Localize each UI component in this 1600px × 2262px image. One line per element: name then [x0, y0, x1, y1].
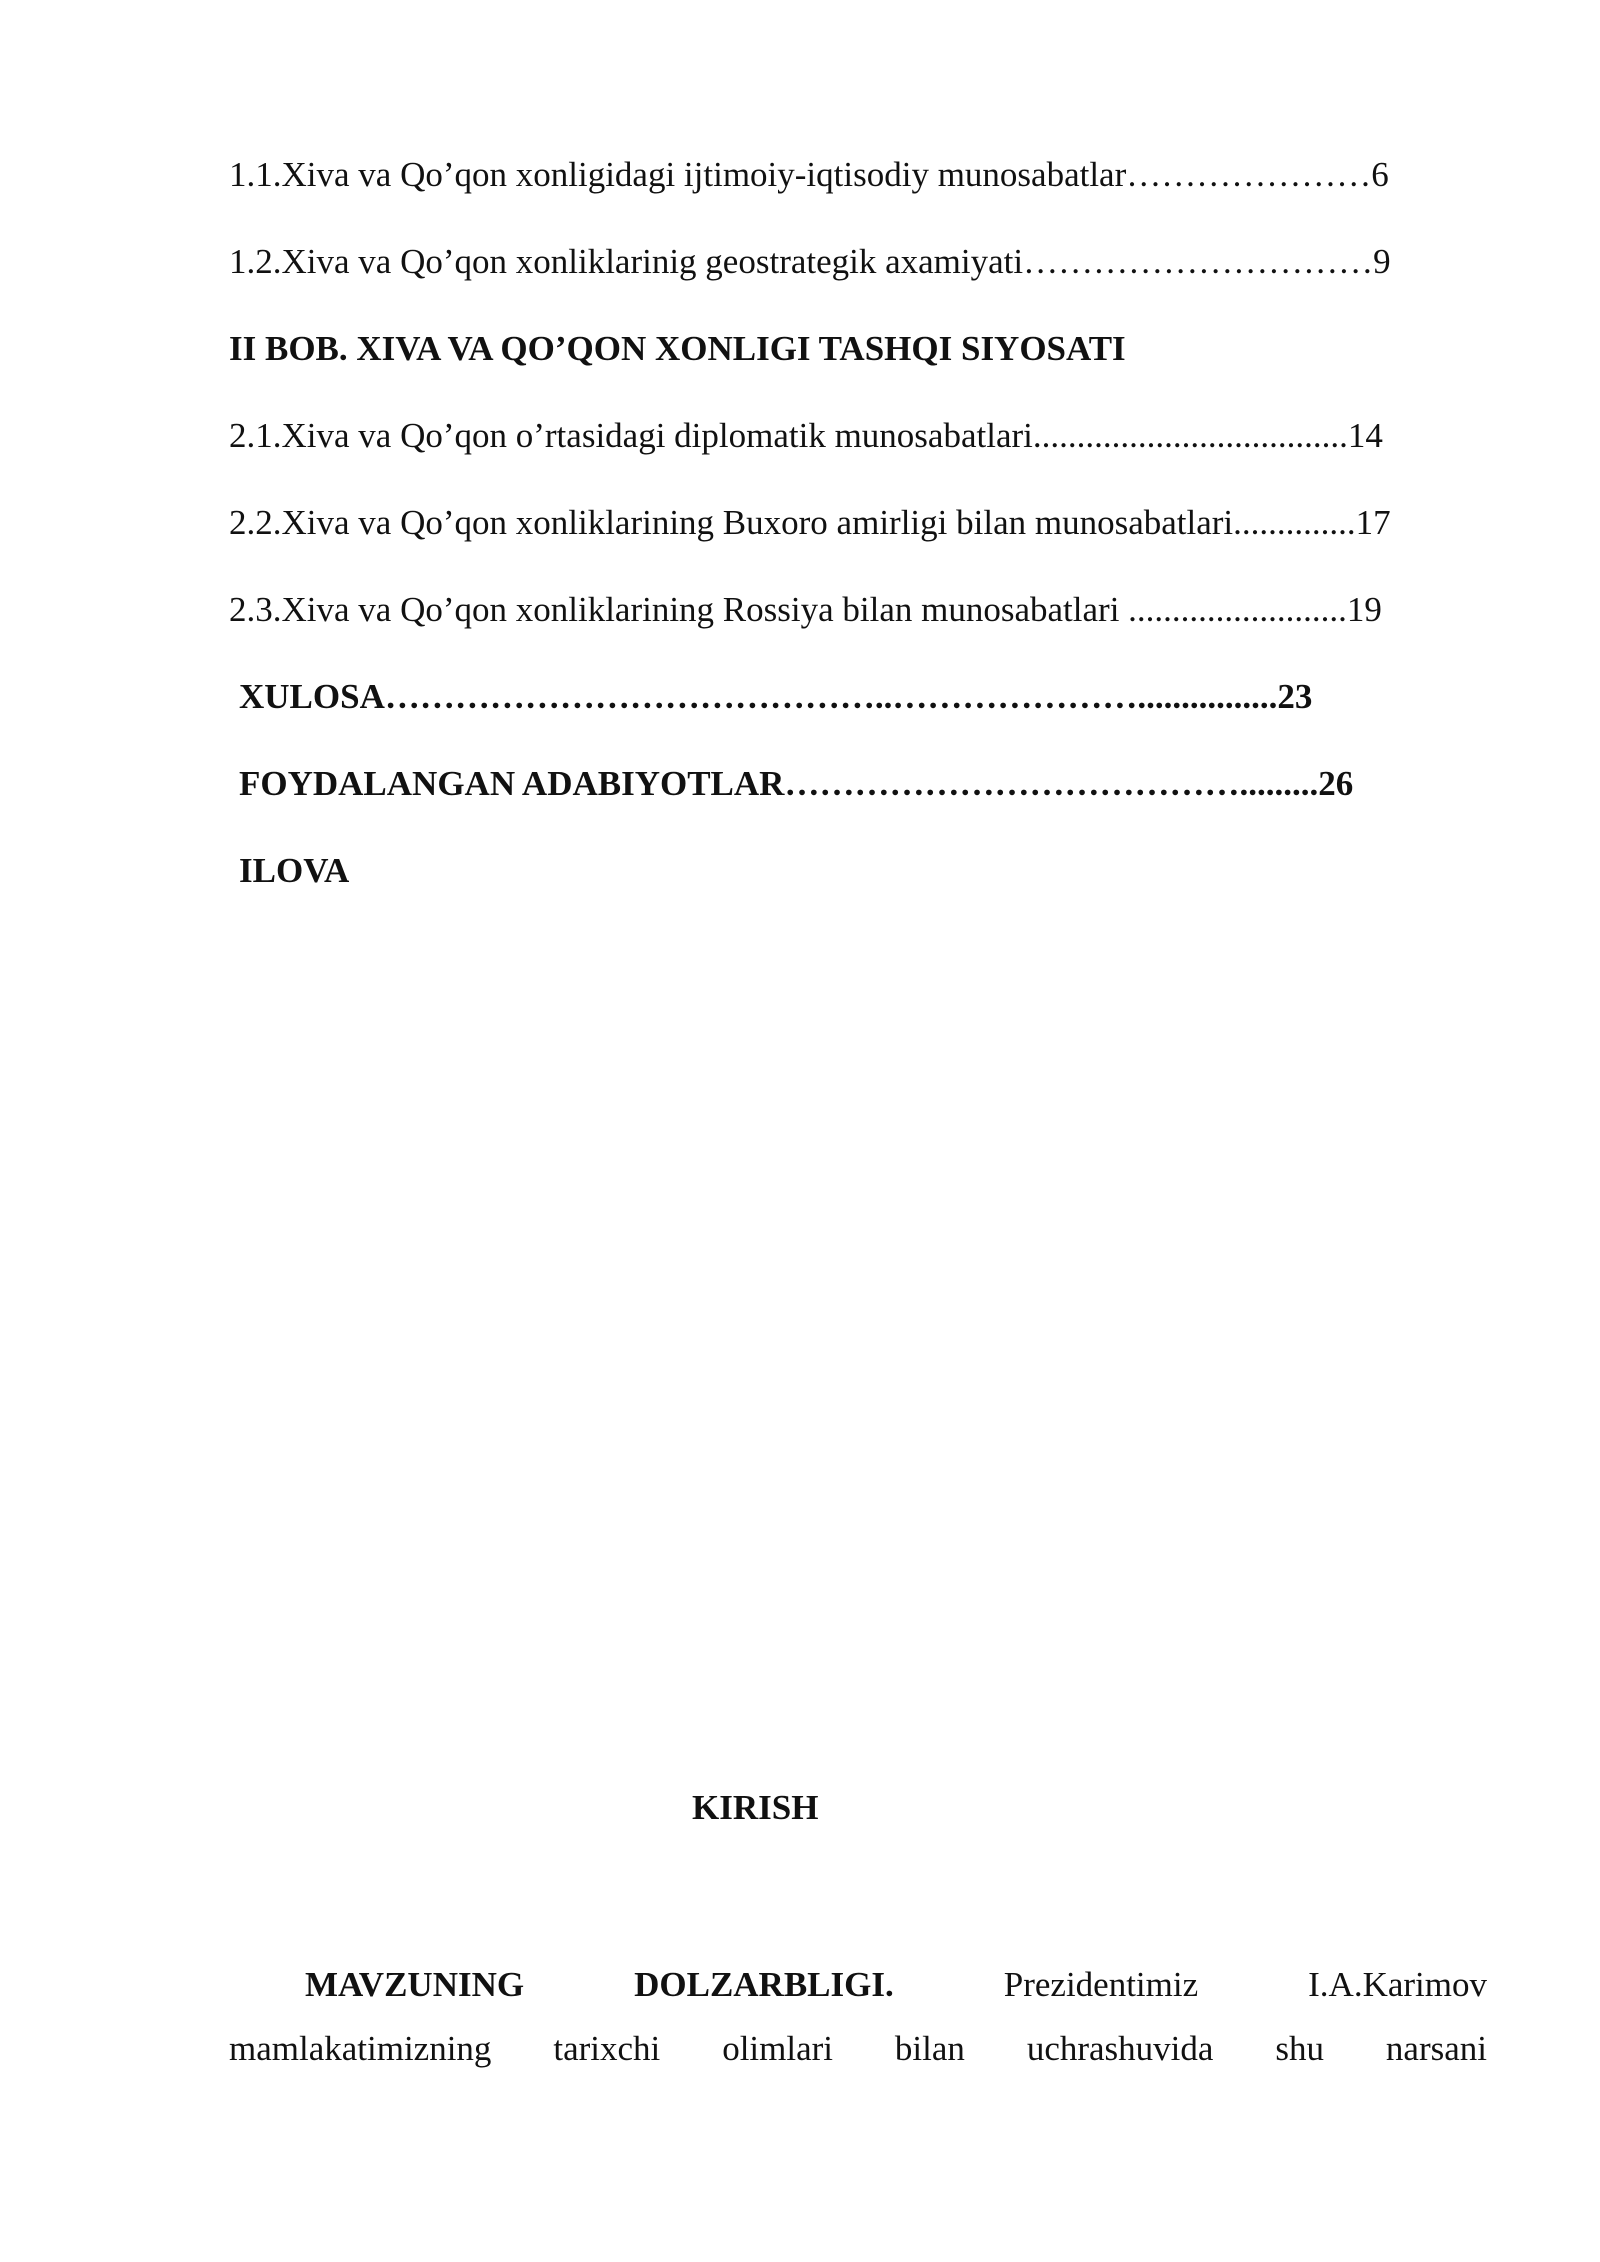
toc-xulosa: XULOSA……………………………………..…………………................23 — [239, 677, 1313, 716]
intro-word: tarixchi — [553, 2029, 661, 2068]
intro-word: mamlakatimizning — [229, 2029, 492, 2068]
toc-ilova: ILOVA — [239, 851, 350, 890]
intro-heading: KIRISH — [692, 1788, 819, 1827]
intro-word: bilan — [894, 2029, 965, 2068]
intro-word: narsani — [1385, 2029, 1487, 2068]
toc-item-2-3: 2.3.Xiva va Qo’qon xonliklarining Rossiya bilan munosabatlari .........................19 — [229, 590, 1382, 629]
toc-item-1-1: 1.1.Xiva va Qo’qon xonligidagi ijtimoiy-iqtisodiy munosabatlar…………………6 — [229, 155, 1389, 194]
toc-item-2-2: 2.2.Xiva va Qo’qon xonliklarining Buxoro amirligi bilan munosabatlari..............17 — [229, 503, 1391, 542]
toc-item-1-2: 1.2.Xiva va Qo’qon xonliklarinig geostrategik axamiyati…………………………9 — [229, 242, 1391, 281]
intro-word: uchrashuvida — [1026, 2029, 1214, 2068]
intro-word: MAVZUNING — [305, 1965, 525, 2004]
intro-word: shu — [1275, 2029, 1324, 2068]
intro-paragraph-line-2 — [229, 2027, 1487, 2071]
intro-word: olimlari — [722, 2029, 833, 2068]
toc-chapter-2-heading: II BOB. XIVA VA QO’QON XONLIGI TASHQI SIYOSATI — [229, 329, 1126, 368]
intro-word: I.A.Karimov — [1308, 1965, 1487, 2004]
intro-word: DOLZARBLIGI. — [634, 1965, 894, 2004]
intro-paragraph-line-1 — [305, 1963, 1487, 2007]
intro-word: Prezidentimiz — [1003, 1965, 1199, 2004]
toc-item-2-1: 2.1.Xiva va Qo’qon o’rtasidagi diplomatik munosabatlari....................................14 — [229, 416, 1383, 455]
toc-adabiyotlar: FOYDALANGAN ADABIYOTLAR………………………………….........26 — [239, 764, 1354, 803]
